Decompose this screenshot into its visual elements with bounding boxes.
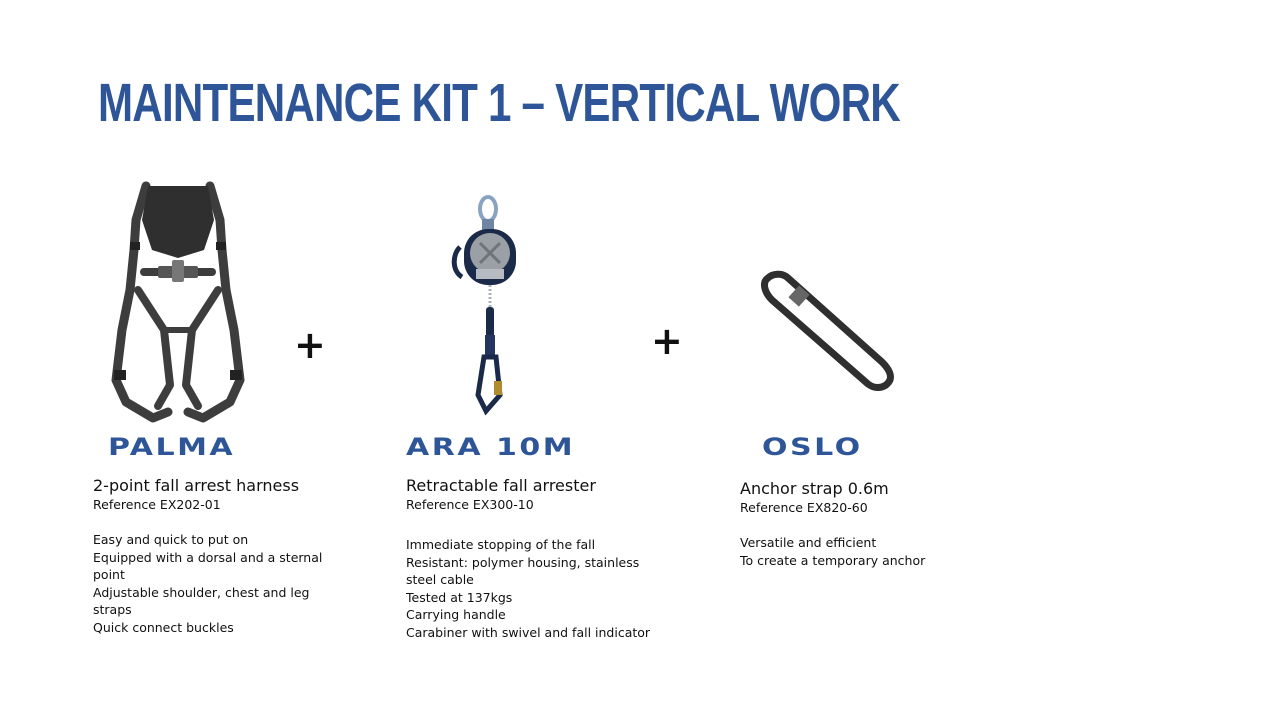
product-reference: Reference EX202-01 — [93, 497, 221, 512]
retractable-fall-arrester-image — [450, 195, 530, 417]
product-description — [406, 476, 666, 642]
product-name: Retractable fall arrester — [406, 476, 596, 495]
slide-title: MAINTENANCE KIT 1 – VERTICAL WORK — [98, 73, 900, 133]
feature-item: Resistant: polymer housing, stainless — [406, 554, 640, 570]
product-name: Anchor strap 0.6m — [740, 479, 889, 498]
product-description — [93, 476, 333, 637]
brand-name: OSLO — [762, 433, 863, 461]
feature-item: To create a temporary anchor — [740, 552, 926, 568]
anchor-strap-image — [758, 268, 898, 393]
feature-item: Easy and quick to put on — [93, 532, 249, 547]
feature-item: Quick connect buckles — [93, 619, 234, 635]
feature-item: Versatile and efficient — [740, 535, 877, 550]
product-reference: Reference EX820-60 — [740, 500, 868, 515]
harness-image — [108, 180, 248, 425]
feature-item: point — [93, 567, 125, 583]
feature-item: Tested at 137kgs — [406, 589, 513, 605]
brand-name: PALMA — [108, 433, 236, 461]
plus-icon: + — [294, 323, 326, 367]
product-description — [740, 479, 980, 569]
product-reference: Reference EX300-10 — [406, 497, 534, 512]
feature-list — [740, 534, 980, 569]
feature-item: Immediate stopping of the fall — [406, 537, 596, 552]
feature-item: Carabiner with swivel and fall indicator — [406, 624, 651, 640]
feature-item: steel cable — [406, 572, 474, 588]
product-name: 2-point fall arrest harness — [93, 476, 300, 495]
feature-item: Equipped with a dorsal and a sternal — [93, 549, 323, 565]
brand-name: ARA 10M — [406, 433, 576, 461]
feature-item: Carrying handle — [406, 607, 506, 623]
plus-icon: + — [651, 319, 683, 363]
feature-list — [406, 536, 666, 642]
feature-item: straps — [93, 602, 132, 618]
feature-list — [93, 531, 333, 637]
feature-item: Adjustable shoulder, chest and leg — [93, 584, 310, 600]
